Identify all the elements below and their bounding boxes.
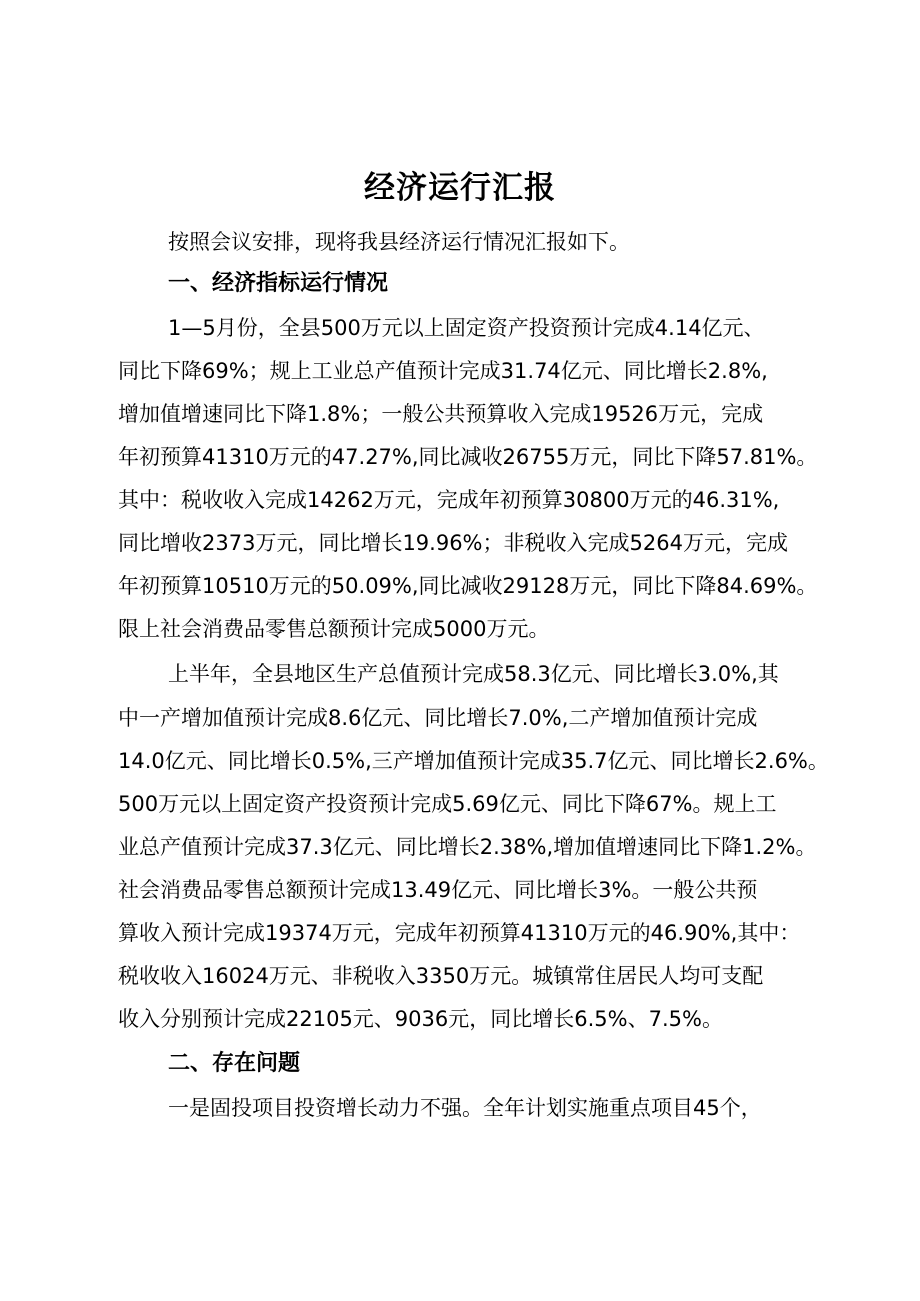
paragraph-line: 业总产值预计完成37.3亿元、同比增长2.38%,增加值增速同比下降1.2%。 [118,835,817,859]
document-title: 经济运行汇报 [364,170,556,206]
section-heading-problems: 二、存在问题 [168,1051,301,1076]
paragraph-line: 税收收入16024万元、非税收入3350万元。城镇常住居民人均可支配 [118,964,764,988]
paragraph-line: 一是固投项目投资增长动力不强。全年计划实施重点项目45个， [168,1096,762,1120]
paragraph-line: 社会消费品零售总额预计完成13.49亿元、同比增长3%。一般公共预 [118,878,758,902]
section-heading-indicators: 一、经济指标运行情况 [168,271,389,296]
paragraph-line: 增加值增速同比下降1.8%；一般公共预算收入完成19526万元，完成 [118,402,764,426]
paragraph-line: 算收入预计完成19374万元，完成年初预算41310万元的46.90%,其中： [118,921,801,945]
paragraph-line: 年初预算10510万元的50.09%,同比减收29128万元，同比下降84.69%。 [118,574,818,598]
paragraph-line: 收入分别预计完成22105元、9036元，同比增长6.5%、7.5%。 [118,1007,723,1031]
paragraph-line: 限上社会消费品零售总额预计完成5000万元。 [118,617,550,641]
paragraph-line: 500万元以上固定资产投资预计完成5.69亿元、同比下降67%。规上工 [118,792,777,816]
paragraph-line: 中一产增加值预计完成8.6亿元、同比增长7.0%,二产增加值预计完成 [118,706,758,730]
paragraph-line: 14.0亿元、同比增长0.5%,三产增加值预计完成35.7亿元、同比增长2.6%。 [118,749,829,773]
paragraph-line: 其中：税收收入完成14262万元，完成年初预算30800万元的46.31%, [118,488,780,512]
paragraph-line: 同比增收2373万元，同比增长19.96%；非税收入完成5264万元，完成 [118,531,788,555]
paragraph-line: 上半年，全县地区生产总值预计完成58.3亿元、同比增长3.0%,其 [168,662,779,686]
paragraph-line: 1—5月份，全县500万元以上固定资产投资预计完成4.14亿元、 [168,316,765,340]
paragraph-line: 年初预算41310万元的47.27%,同比减收26755万元，同比下降57.81%。 [118,445,818,469]
intro-paragraph: 按照会议安排，现将我县经济运行情况汇报如下。 [168,230,630,254]
paragraph-line: 同比下降69%；规上工业总产值预计完成31.74亿元、同比增长2.8%, [118,359,768,383]
